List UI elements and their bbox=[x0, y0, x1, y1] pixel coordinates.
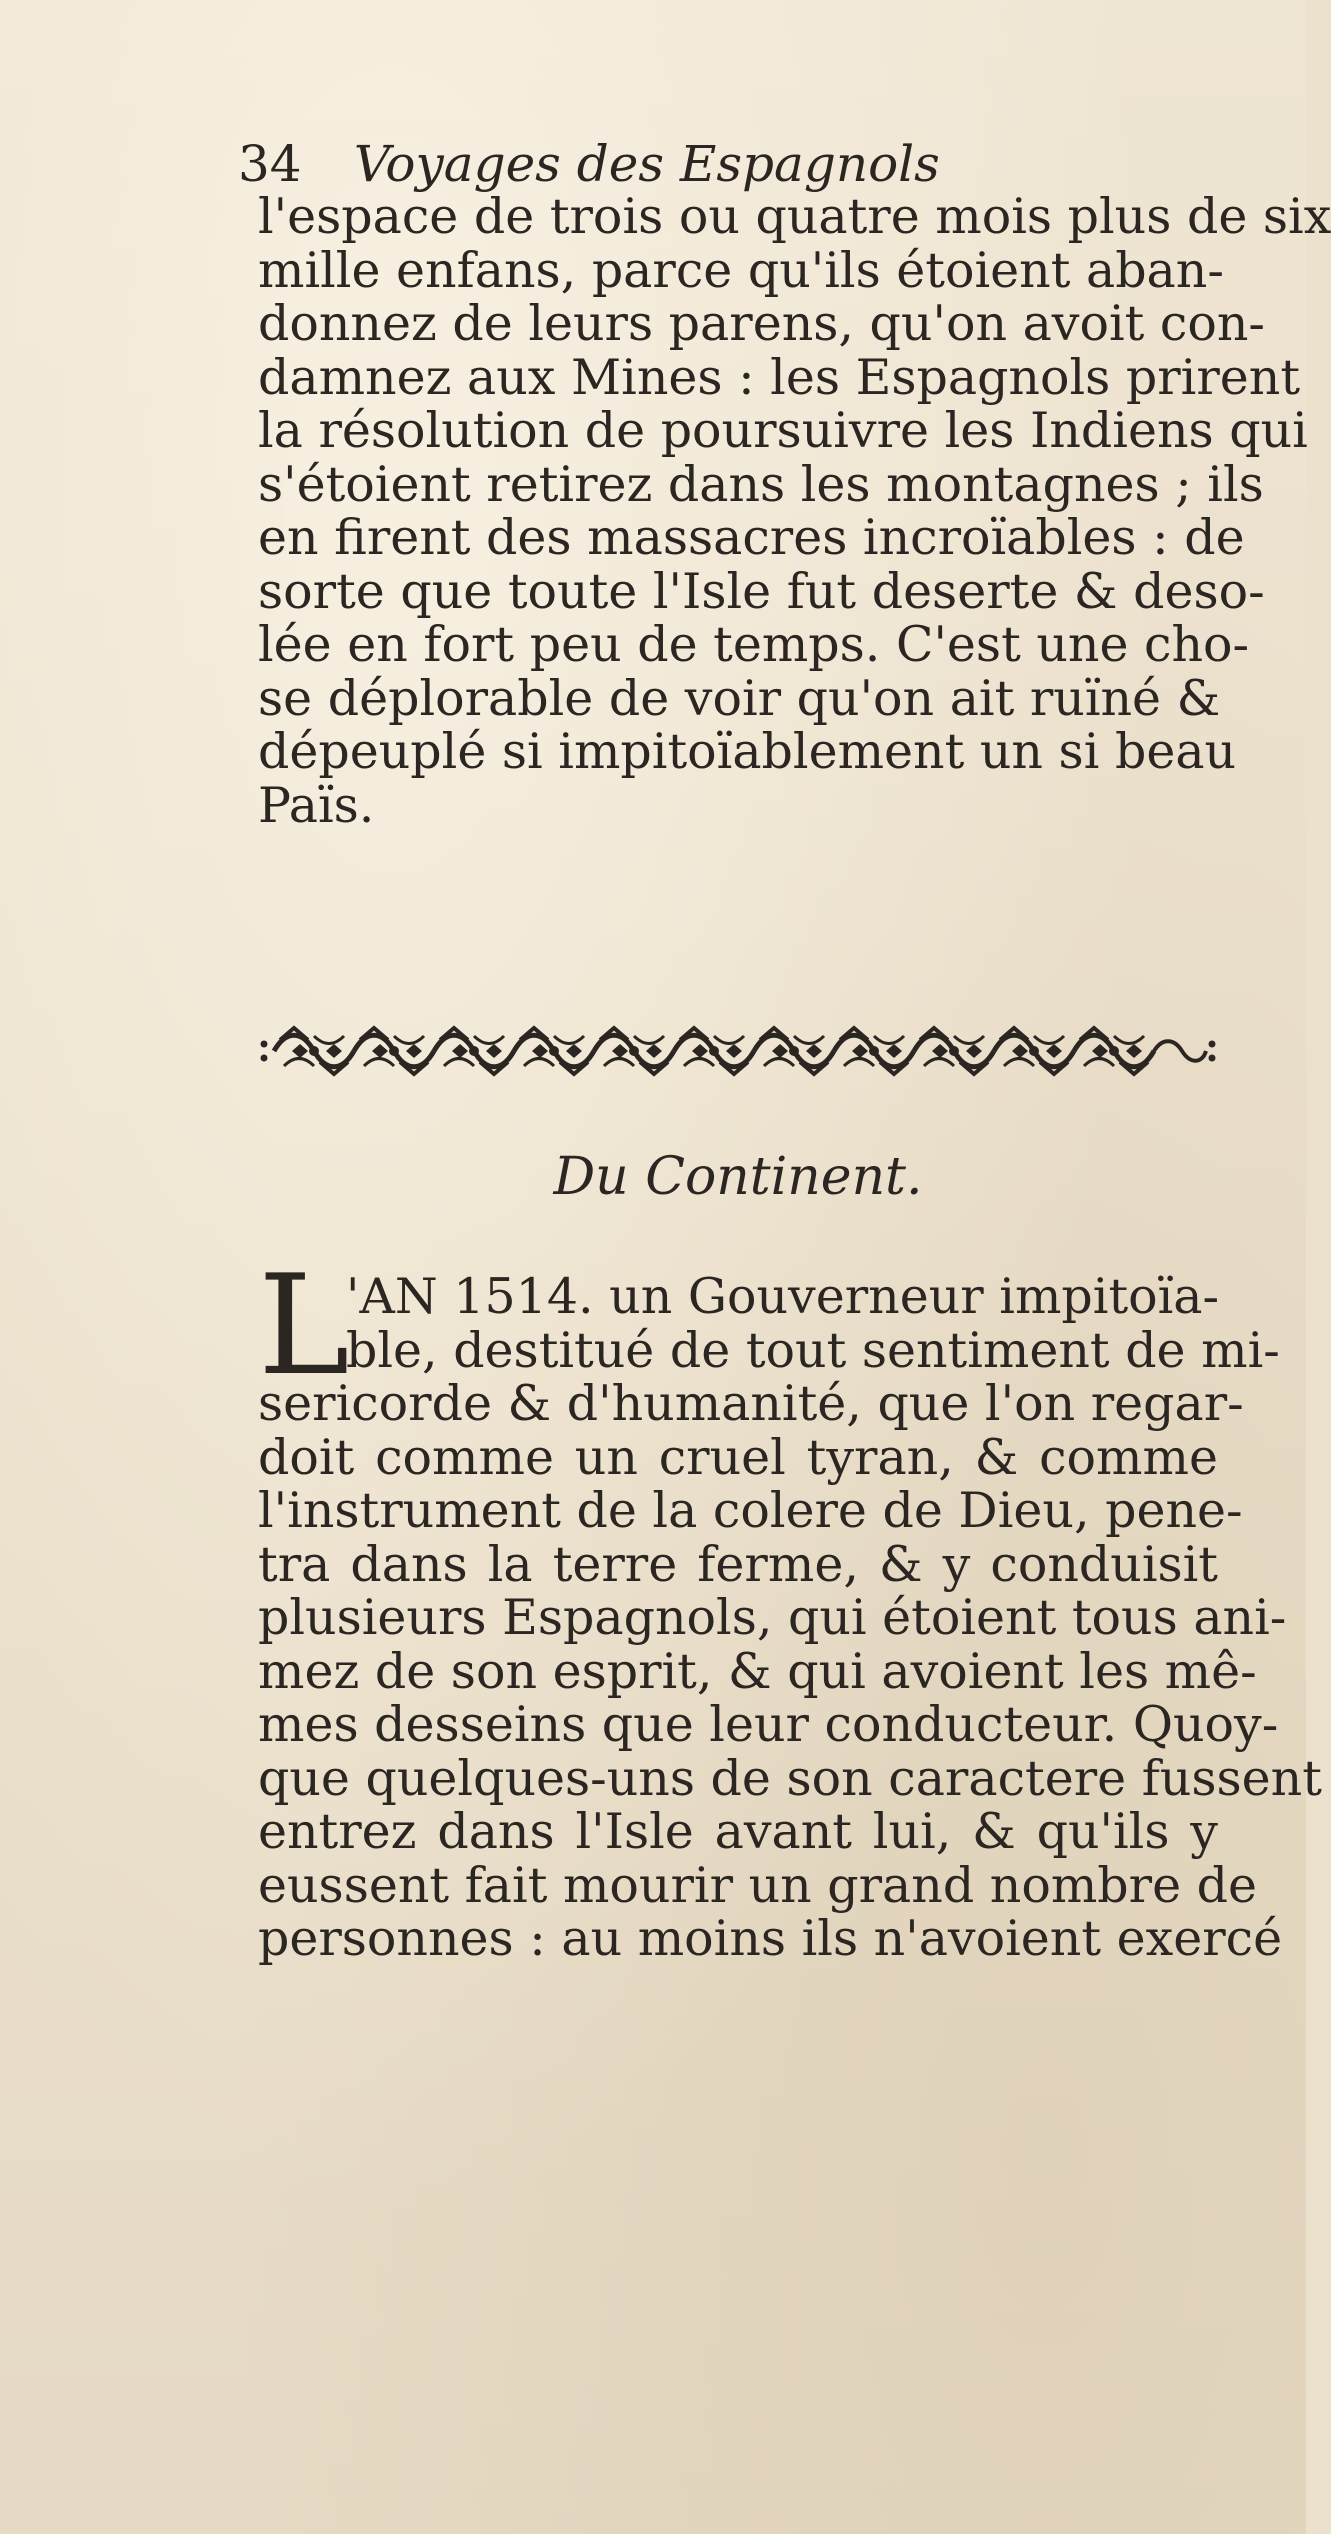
page-header bbox=[238, 132, 1138, 196]
text-line: eussent fait mourir un grand nombre de bbox=[258, 1856, 1258, 1914]
text-line: que quelques-uns de son caractere fussent bbox=[258, 1749, 1322, 1807]
drop-cap: L bbox=[258, 1245, 350, 1406]
text-line: lée en fort peu de temps. C'est une cho- bbox=[258, 616, 1250, 673]
text-line: sorte que toute l'Isle fut deserte & deso- bbox=[258, 562, 1265, 620]
ornament-band bbox=[258, 1016, 1218, 1086]
text-line: tra dans la terre ferme, & y conduisit bbox=[258, 1535, 1218, 1593]
paragraph-continuation bbox=[258, 188, 1331, 834]
text-line: ble, destitué de tout sentiment de mi- bbox=[346, 1321, 1280, 1379]
text-line: se déplorable de voir qu'on ait ruïné & bbox=[258, 669, 1221, 727]
text-line: mille enfans, parce qu'ils étoient aban- bbox=[258, 241, 1224, 299]
text-line: dépeuplé si impitoïablement un si beau bbox=[258, 723, 1237, 780]
text-line: l'espace de trois ou quatre mois plus de six bbox=[258, 188, 1331, 245]
text-line: l'instrument de la colere de Dieu, pene- bbox=[258, 1482, 1243, 1539]
text-line: sericorde & d'humanité, que l'on regar- bbox=[258, 1375, 1244, 1432]
text-line: s'étoient retirez dans les montagnes ; ils bbox=[258, 455, 1264, 513]
running-head: Voyages des Espagnols bbox=[353, 135, 940, 193]
text-line: damnez aux Mines : les Espagnols prirent bbox=[258, 348, 1301, 406]
text-line: Païs. bbox=[258, 776, 375, 834]
text-line: donnez de leurs parens, qu'on avoit con- bbox=[258, 295, 1265, 352]
text-line: la résolution de poursuivre les Indiens qui bbox=[258, 402, 1308, 459]
text-line: doit comme un cruel tyran, & comme bbox=[258, 1428, 1218, 1486]
text-line: personnes : au moins ils n'avoient exercé bbox=[258, 1910, 1283, 1967]
text-line: 'AN 1514. un Gouverneur impitoïa- bbox=[346, 1268, 1220, 1325]
text-line: plusieurs Espagnols, qui étoient tous ani- bbox=[258, 1589, 1287, 1646]
section-title: Du Continent. bbox=[553, 1147, 923, 1207]
text-line: en firent des massacres incroïables : de bbox=[258, 509, 1245, 566]
paragraph-du-continent bbox=[258, 1245, 1322, 1967]
text-line: entrez dans l'Isle avant lui, & qu'ils y bbox=[258, 1803, 1218, 1860]
text-line: mes desseins que leur conducteur. Quoy- bbox=[258, 1696, 1279, 1753]
text-line: mez de son esprit, & qui avoient les mê- bbox=[258, 1642, 1257, 1700]
page-number: 34 bbox=[238, 135, 302, 193]
